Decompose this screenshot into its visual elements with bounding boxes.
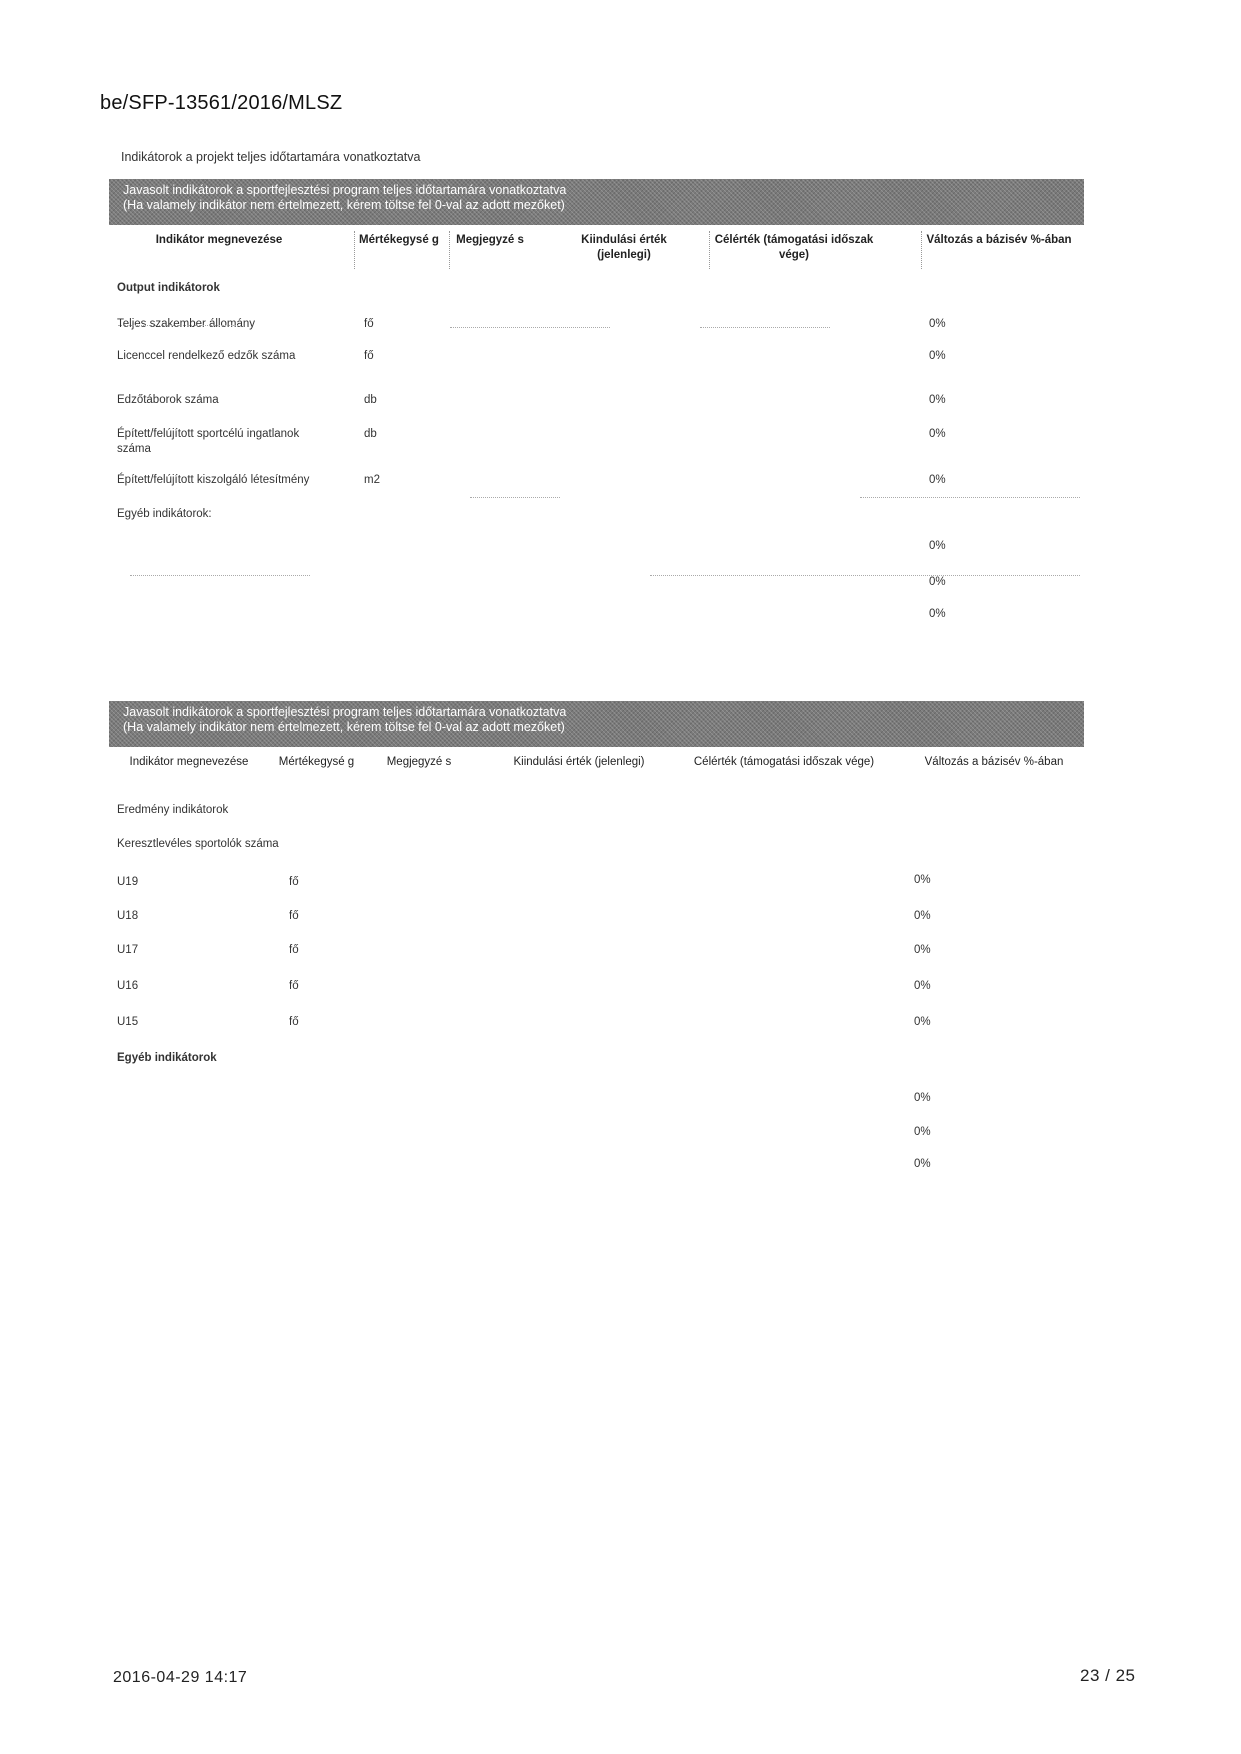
group-label-row	[109, 275, 1084, 305]
indicator-name: U16	[117, 980, 139, 992]
band-title: Javasolt indikátorok a sportfejlesztési program teljes időtartamára vonatkoztatva	[123, 183, 567, 197]
indicator-change: 0%	[914, 1016, 931, 1028]
sub-group-label: Keresztlevéles sportolók száma	[117, 838, 279, 850]
indicator-name: U17	[117, 944, 139, 956]
output-indicators-label: Output indikátorok	[117, 282, 220, 294]
table-row	[109, 1083, 1084, 1119]
column-divider	[921, 231, 922, 269]
indicator-name: U19	[117, 876, 139, 888]
table-row	[109, 975, 1084, 1011]
table-header-band	[109, 701, 1084, 747]
indicator-unit: fő	[364, 318, 374, 330]
indicator-unit: fő	[289, 944, 299, 956]
table-row	[109, 1119, 1084, 1153]
col-header-target: Célérték (támogatási időszak vége)	[693, 756, 875, 768]
indicator-unit: fő	[289, 1016, 299, 1028]
col-header-name: Indikátor megnevezése	[155, 234, 283, 246]
indicator-unit: m2	[364, 474, 380, 486]
indicator-change: 0%	[914, 874, 931, 886]
indicator-name: U15	[117, 1016, 139, 1028]
indicator-unit: db	[364, 394, 377, 406]
scan-artifact	[118, 325, 238, 326]
indicator-table-result	[109, 701, 1084, 1187]
indicator-table-output	[109, 179, 1084, 633]
indicator-name: U18	[117, 910, 139, 922]
group-label-row	[109, 833, 1084, 867]
table-row	[109, 339, 1084, 383]
indicator-name: Épített/felújított sportcélú ingatlanok száma	[117, 428, 300, 455]
indicator-unit: fő	[289, 876, 299, 888]
indicator-change: 0%	[929, 608, 946, 620]
indicator-change: 0%	[914, 944, 931, 956]
col-header-unit: Mértékegysé g	[359, 234, 439, 246]
col-header-note: Megjegyzé s	[456, 234, 524, 246]
col-header-name: Indikátor megnevezése	[129, 756, 249, 768]
scan-artifact	[860, 497, 1080, 498]
table-row	[109, 1153, 1084, 1187]
col-header-note: Megjegyzé s	[386, 756, 452, 768]
table-row	[109, 1011, 1084, 1047]
group-label-row	[109, 1047, 1084, 1083]
indicator-change: 0%	[914, 1092, 931, 1104]
column-divider	[709, 231, 710, 269]
band-title: Javasolt indikátorok a sportfejlesztési program teljes időtartamára vonatkoztatva	[123, 705, 567, 719]
scan-artifact	[700, 327, 830, 328]
group-label-row	[109, 499, 1084, 529]
col-header-change: Változás a bázisév %-ában	[926, 234, 1072, 246]
table-row	[109, 461, 1084, 499]
column-headers	[109, 747, 1084, 797]
document-id: be/SFP-13561/2016/MLSZ	[100, 92, 343, 114]
section-title: Indikátorok a projekt teljes időtartamára vonatkoztatva	[121, 150, 421, 164]
group-label-row	[109, 797, 1084, 833]
table-row	[109, 383, 1084, 417]
other-indicators-label: Egyéb indikátorok:	[117, 508, 212, 520]
table-row	[109, 565, 1084, 599]
indicator-change: 0%	[914, 980, 931, 992]
table-row	[109, 305, 1084, 339]
indicator-name: Épített/felújított kiszolgáló létesítmény	[117, 474, 310, 486]
indicator-change: 0%	[929, 540, 946, 552]
column-divider	[449, 231, 450, 269]
footer-timestamp: 2016-04-29 14:17	[113, 1669, 248, 1686]
result-indicators-label: Eredmény indikátorok	[117, 804, 229, 816]
indicator-unit: fő	[289, 910, 299, 922]
scan-artifact	[130, 575, 310, 576]
indicator-unit: fő	[289, 980, 299, 992]
band-note: (Ha valamely indikátor nem értelmezett, kérem töltse fel 0-val az adott mezőket)	[123, 720, 565, 734]
indicator-name: Licenccel rendelkező edzők száma	[117, 350, 296, 362]
indicator-change: 0%	[929, 394, 946, 406]
indicator-change: 0%	[914, 910, 931, 922]
indicator-change: 0%	[929, 318, 946, 330]
scan-artifact	[650, 575, 1080, 576]
scan-artifact	[450, 327, 610, 328]
indicator-unit: fő	[364, 350, 374, 362]
indicator-name: Teljes szakember állomány	[117, 318, 256, 330]
table-row	[109, 417, 1084, 461]
table-row	[109, 529, 1084, 565]
indicator-unit: db	[364, 428, 377, 440]
column-divider	[354, 231, 355, 269]
table-row	[109, 939, 1084, 975]
col-header-start: Kiindulási érték (jelenlegi)	[513, 756, 645, 768]
col-header-unit: Mértékegysé g	[278, 756, 355, 768]
indicator-change: 0%	[914, 1158, 931, 1170]
indicator-change: 0%	[929, 428, 946, 440]
table-row	[109, 903, 1084, 939]
indicator-change: 0%	[914, 1126, 931, 1138]
indicator-name: Edzőtáborok száma	[117, 394, 219, 406]
scan-artifact	[470, 497, 560, 498]
col-header-start: Kiindulási érték (jelenlegi)	[581, 234, 667, 261]
column-headers	[109, 225, 1084, 275]
table-row	[109, 867, 1084, 903]
band-note: (Ha valamely indikátor nem értelmezett, kérem töltse fel 0-val az adott mezőket)	[123, 198, 565, 212]
page-number: 23 / 25	[1080, 1666, 1136, 1685]
indicator-change: 0%	[929, 474, 946, 486]
col-header-change: Változás a bázisév %-ában	[924, 756, 1064, 768]
indicator-change: 0%	[929, 576, 946, 588]
col-header-target: Célérték (támogatási időszak vége)	[714, 234, 874, 261]
table-header-band	[109, 179, 1084, 225]
table-row	[109, 599, 1084, 633]
indicator-change: 0%	[929, 350, 946, 362]
other-indicators-label: Egyéb indikátorok	[117, 1052, 217, 1064]
